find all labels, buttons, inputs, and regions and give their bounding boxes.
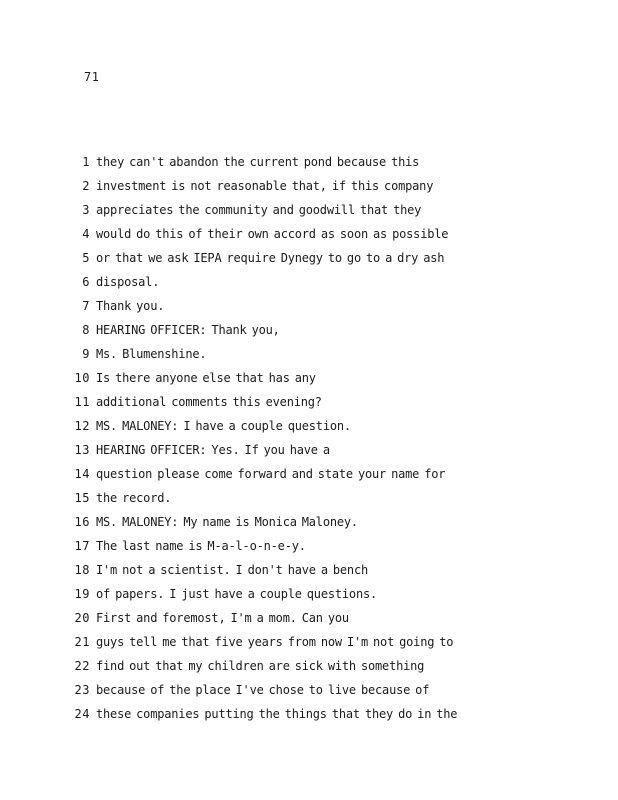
line-text: investment is not reasonable that, if this company <box>96 179 434 193</box>
transcript-line <box>0 538 618 562</box>
line-text: Thank you. <box>96 299 165 313</box>
line-number: 4 <box>82 227 90 241</box>
line-text: guys tell me that five years from now I'm not going to <box>96 635 454 649</box>
transcript-line <box>0 226 618 250</box>
line-text: would do this of their own accord as soon as possible <box>96 227 449 241</box>
line-number: 19 <box>74 587 90 601</box>
line-number: 6 <box>82 275 90 289</box>
transcript-line <box>0 274 618 298</box>
transcript-line <box>0 370 618 394</box>
line-number: 7 <box>82 299 90 313</box>
transcript-line <box>0 442 618 466</box>
line-number: 10 <box>74 371 90 385</box>
line-text: disposal. <box>96 275 160 289</box>
line-number: 20 <box>74 611 90 625</box>
transcript-line <box>0 250 618 274</box>
transcript-lines <box>0 154 618 730</box>
line-text: Ms. Blumenshine. <box>96 347 207 361</box>
line-number: 21 <box>74 635 90 649</box>
page-number: 71 <box>84 70 100 84</box>
line-number: 8 <box>82 323 90 337</box>
line-text: First and foremost, I'm a mom. Can you <box>96 611 349 625</box>
line-number: 17 <box>74 539 90 553</box>
line-number: 22 <box>74 659 90 673</box>
line-number: 16 <box>74 515 90 529</box>
line-number: 14 <box>74 467 90 481</box>
line-text: HEARING OFFICER: Thank you, <box>96 323 280 337</box>
line-text: the record. <box>96 491 172 505</box>
line-text: question please come forward and state your name for <box>96 467 446 481</box>
line-text: appreciates the community and goodwill that they <box>96 203 422 217</box>
transcript-line <box>0 466 618 490</box>
line-text: MS. MALONEY: I have a couple question. <box>96 419 351 433</box>
line-text: Is there anyone else that has any <box>96 371 316 385</box>
line-number: 11 <box>74 395 90 409</box>
transcript-line <box>0 706 618 730</box>
transcript-line <box>0 514 618 538</box>
transcript-line <box>0 154 618 178</box>
line-number: 13 <box>74 443 90 457</box>
line-text: because of the place I've chose to live because of <box>96 683 430 697</box>
line-number: 15 <box>74 491 90 505</box>
transcript-line <box>0 586 618 610</box>
transcript-line <box>0 298 618 322</box>
transcript-line <box>0 634 618 658</box>
line-text: find out that my children are sick with something <box>96 659 425 673</box>
transcript-line <box>0 202 618 226</box>
line-text: or that we ask IEPA require Dynegy to go to a dry ash <box>96 251 445 265</box>
line-number: 2 <box>82 179 90 193</box>
line-text: these companies putting the things that they do in the <box>96 707 458 721</box>
line-number: 5 <box>82 251 90 265</box>
line-text: of papers. I just have a couple questions. <box>96 587 378 601</box>
line-text: MS. MALONEY: My name is Monica Maloney. <box>96 515 358 529</box>
transcript-line <box>0 178 618 202</box>
transcript-line <box>0 490 618 514</box>
line-number: 3 <box>82 203 90 217</box>
line-text: additional comments this evening? <box>96 395 322 409</box>
transcript-line <box>0 658 618 682</box>
line-text: they can't abandon the current pond because this <box>96 155 420 169</box>
line-number: 9 <box>82 347 90 361</box>
line-text: HEARING OFFICER: Yes. If you have a <box>96 443 330 457</box>
line-number: 1 <box>82 155 90 169</box>
transcript-line <box>0 562 618 586</box>
transcript-line <box>0 346 618 370</box>
transcript-line <box>0 610 618 634</box>
transcript-line <box>0 682 618 706</box>
line-text: The last name is M-a-l-o-n-e-y. <box>96 539 306 553</box>
line-number: 23 <box>74 683 90 697</box>
line-number: 18 <box>74 563 90 577</box>
line-text: I'm not a scientist. I don't have a bench <box>96 563 369 577</box>
line-number: 24 <box>74 707 90 721</box>
transcript-line <box>0 394 618 418</box>
transcript-line <box>0 322 618 346</box>
transcript-line <box>0 418 618 442</box>
line-number: 12 <box>74 419 90 433</box>
